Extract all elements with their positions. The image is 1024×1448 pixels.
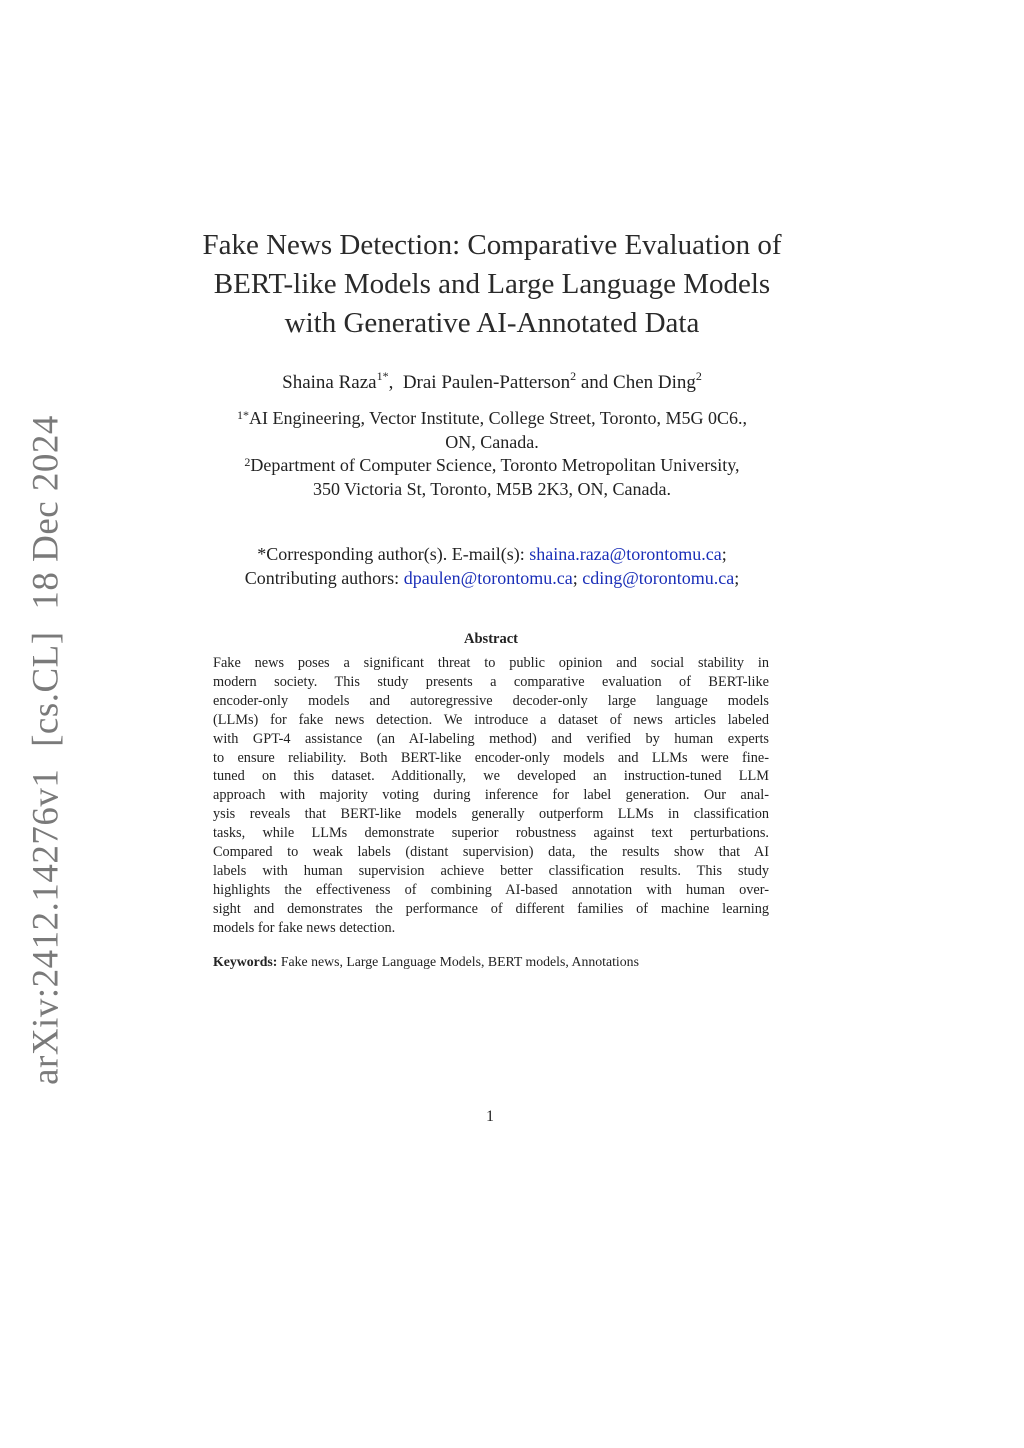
affiliation-text: AI Engineering, Vector Institute, College Street, Toronto, M5G 0C6.,: [249, 408, 747, 428]
affiliation-line: 350 Victoria St, Toronto, M5B 2K3, ON, Canada.: [313, 478, 671, 499]
author-separator: ,: [388, 372, 403, 393]
author-affiliation-mark: 1*: [376, 369, 389, 383]
abstract-line: models for fake news detection.: [213, 919, 396, 936]
keywords-text: Fake news, Large Language Models, BERT models, Annotations: [280, 954, 639, 969]
abstract-line: (LLMs) for fake news detection. We introduce a dataset of news articles labeled: [213, 711, 769, 728]
abstract-line: to ensure reliability. Both BERT-like encoder-only models and LLMs were fine-: [213, 749, 769, 766]
author-affiliation-mark: 2: [570, 369, 577, 383]
keywords: [213, 954, 769, 970]
arxiv-id: arXiv:2412.14276v1: [25, 768, 67, 1085]
affiliation-text: Department of Computer Science, Toronto Metropolitan University,: [250, 455, 740, 475]
arxiv-category: [cs.CL]: [25, 631, 67, 747]
author-separator: and: [576, 372, 614, 393]
abstract-line: approach with majority voting during inference for label generation. Our anal-: [213, 787, 769, 804]
contributing-authors-row: [170, 567, 814, 591]
paper-title: [170, 226, 814, 343]
title-line: with Generative AI-Annotated Data: [284, 307, 700, 339]
email-separator: ;: [572, 567, 578, 588]
correspondence-block: [170, 543, 814, 590]
affiliation-line: [170, 454, 814, 478]
abstract-line: tasks, while LLMs demonstrate superior robustness against text perturbations.: [213, 825, 769, 842]
abstract-line: sight and demonstrates the performance of different families of machine learning: [213, 900, 769, 917]
corresponding-prefix: *Corresponding author(s). E-mail(s):: [257, 544, 525, 564]
corresponding-author-row: [170, 543, 814, 567]
email-link[interactable]: dpaulen@torontomu.ca: [403, 567, 573, 588]
email-link[interactable]: shaina.raza@torontomu.ca: [529, 544, 722, 564]
abstract-body: [213, 654, 769, 938]
author-name: Drai Paulen-Patterson: [402, 372, 571, 393]
arxiv-stamp: [25, 409, 68, 1091]
title-line: BERT-like Models and Large Language Models: [213, 268, 771, 300]
abstract-line: with GPT-4 assistance (an AI-labeling method) and verified by human experts: [213, 730, 769, 747]
abstract-line: Compared to weak labels (distant supervision) data, the results show that AI: [213, 844, 769, 861]
abstract-line: ysis reveals that BERT-like models generally outperform LLMs in classification: [213, 806, 769, 823]
abstract-line: encoder-only models and autoregressive decoder-only large language models: [213, 692, 769, 709]
title-line: Fake News Detection: Comparative Evaluation of: [202, 229, 782, 261]
abstract-line: highlights the effectiveness of combining AI-based annotation with human over-: [213, 881, 769, 898]
abstract-line: labels with human supervision achieve better classification results. This study: [213, 862, 769, 879]
affiliation-list: [170, 407, 814, 501]
author-name: Chen Ding: [613, 372, 696, 393]
author-list: [170, 369, 814, 394]
author-affiliation-mark: 2: [695, 369, 702, 383]
affiliation-mark: 1*: [237, 408, 249, 422]
email-separator: ;: [734, 567, 740, 588]
email-separator: ;: [721, 544, 727, 564]
contributing-prefix: Contributing authors:: [244, 567, 400, 588]
author-name: Shaina Raza: [282, 372, 377, 393]
abstract-heading: Abstract: [464, 631, 518, 647]
email-link[interactable]: cding@torontomu.ca: [582, 567, 735, 588]
page-number: 1: [486, 1108, 494, 1125]
affiliation-mark: 2: [244, 455, 251, 469]
affiliation-line: [170, 407, 814, 431]
arxiv-date: 18 Dec 2024: [25, 415, 67, 610]
keywords-label: Keywords:: [213, 954, 278, 969]
abstract-line: tuned on this dataset. Additionally, we developed an instruction-tuned LLM: [213, 768, 769, 785]
abstract-line: Fake news poses a significant threat to public opinion and social stability in: [213, 655, 769, 671]
abstract-line: modern society. This study presents a comparative evaluation of BERT-like: [213, 673, 769, 690]
affiliation-line: ON, Canada.: [445, 431, 539, 452]
